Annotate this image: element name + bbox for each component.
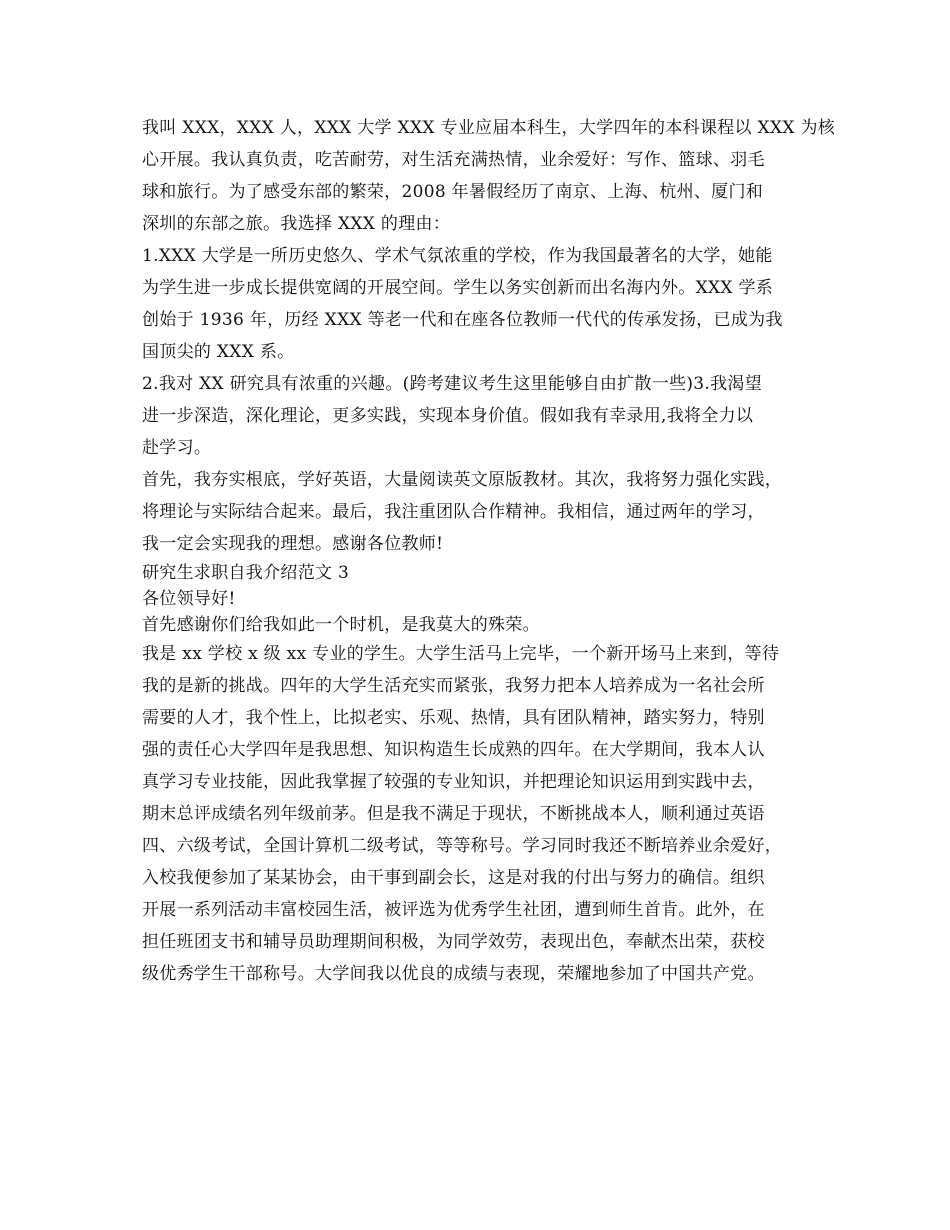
text-line: 创始于 1936 年，历经 XXX 等老一代和在座各位教师一代代的传承发扬，已成为我 <box>142 310 783 330</box>
text-line: 首先，我夯实根底，学好英语，大量阅读英文原版教材。其次，我将努力强化实践， <box>142 470 783 490</box>
text-line: 1.XXX 大学是一所历史悠久、学术气氛浓重的学校，作为我国最著名的大学，她能 <box>142 246 773 266</box>
text-line: 担任班团支书和辅导员助理期间积极，为同学效劳，表现出色，奉献杰出荣，获校 <box>142 932 765 952</box>
text-line: 为学生进一步成长提供宽阔的开展空间。学生以务实创新而出名海内外。XXX 学系 <box>142 278 774 298</box>
text-line: 我是 xx 学校 x 级 xx 专业的学生。大学生活马上完毕，一个新开场马上来到，等待 <box>142 644 780 664</box>
text-line: 级优秀学生干部称号。大学间我以优良的成绩与表现，荣耀地参加了中国共产党。 <box>142 964 765 984</box>
text-line: 心开展。我认真负责，吃苦耐劳，对生活充满热情，业余爱好：写作、篮球、羽毛 <box>142 150 765 170</box>
section-self-introduction <box>142 638 822 990</box>
greeting: 各位领导好! <box>142 589 236 609</box>
text-line: 真学习专业技能，因此我掌握了较强的专业知识，并把理论知识运用到实践中去， <box>142 772 765 792</box>
text-line: 我的是新的挑战。四年的大学生活充实而紧张，我努力把本人培养成为一名社会所 <box>142 676 765 696</box>
text-line: 入校我便参加了某某协会，由干事到副会长，这是对我的付出与努力的确信。组织 <box>142 868 765 888</box>
text-line: 球和旅行。为了感受东部的繁荣，2008 年暑假经历了南京、上海、杭州、厦门和 <box>142 182 764 202</box>
text-line: 国顶尖的 XXX 系。 <box>142 342 295 362</box>
section-application-reasons <box>142 112 836 560</box>
text-line: 我叫 XXX，XXX 人，XXX 大学 XXX 专业应届本科生，大学四年的本科课程以 XXX 为核 <box>142 118 836 138</box>
text-line: 2.我对 XX 研究具有浓重的兴趣。(跨考建议考生这里能够自由扩散一些)3.我渴望 <box>142 374 763 394</box>
document-body <box>142 112 836 990</box>
text-line: 进一步深造，深化理论，更多实践，实现本身价值。假如我有幸录用,我将全力以 <box>142 406 754 426</box>
text-line: 需要的人才，我个性上，比拟老实、乐观、热情，具有团队精神，踏实努力，特别 <box>142 708 765 728</box>
section-sample-heading <box>142 560 822 638</box>
text-line: 首先感谢你们给我如此一个时机，是我莫大的殊荣。 <box>142 615 540 635</box>
text-line: 开展一系列活动丰富校园生活，被评选为优秀学生社团，遭到师生首肯。此外，在 <box>142 900 765 920</box>
text-line: 深圳的东部之旅。我选择 XXX 的理由： <box>142 214 451 234</box>
text-line: 四、六级考试，全国计算机二级考试，等等称号。学习同时我还不断培养业余爱好， <box>142 836 783 856</box>
text-line: 我一定会实现我的理想。感谢各位教师! <box>142 534 444 554</box>
text-line: 将理论与实际结合起来。最后，我注重团队合作精神。我相信，通过两年的学习， <box>142 502 765 522</box>
text-line: 强的责任心大学四年是我思想、知识构造生长成熟的四年。在大学期间，我本人认 <box>142 740 765 760</box>
text-line: 期末总评成绩名列年级前茅。但是我不满足于现状，不断挑战本人，顺利通过英语 <box>142 804 765 824</box>
sample-title: 研究生求职自我介绍范文 3 <box>142 563 350 583</box>
text-line: 赴学习。 <box>142 438 212 458</box>
